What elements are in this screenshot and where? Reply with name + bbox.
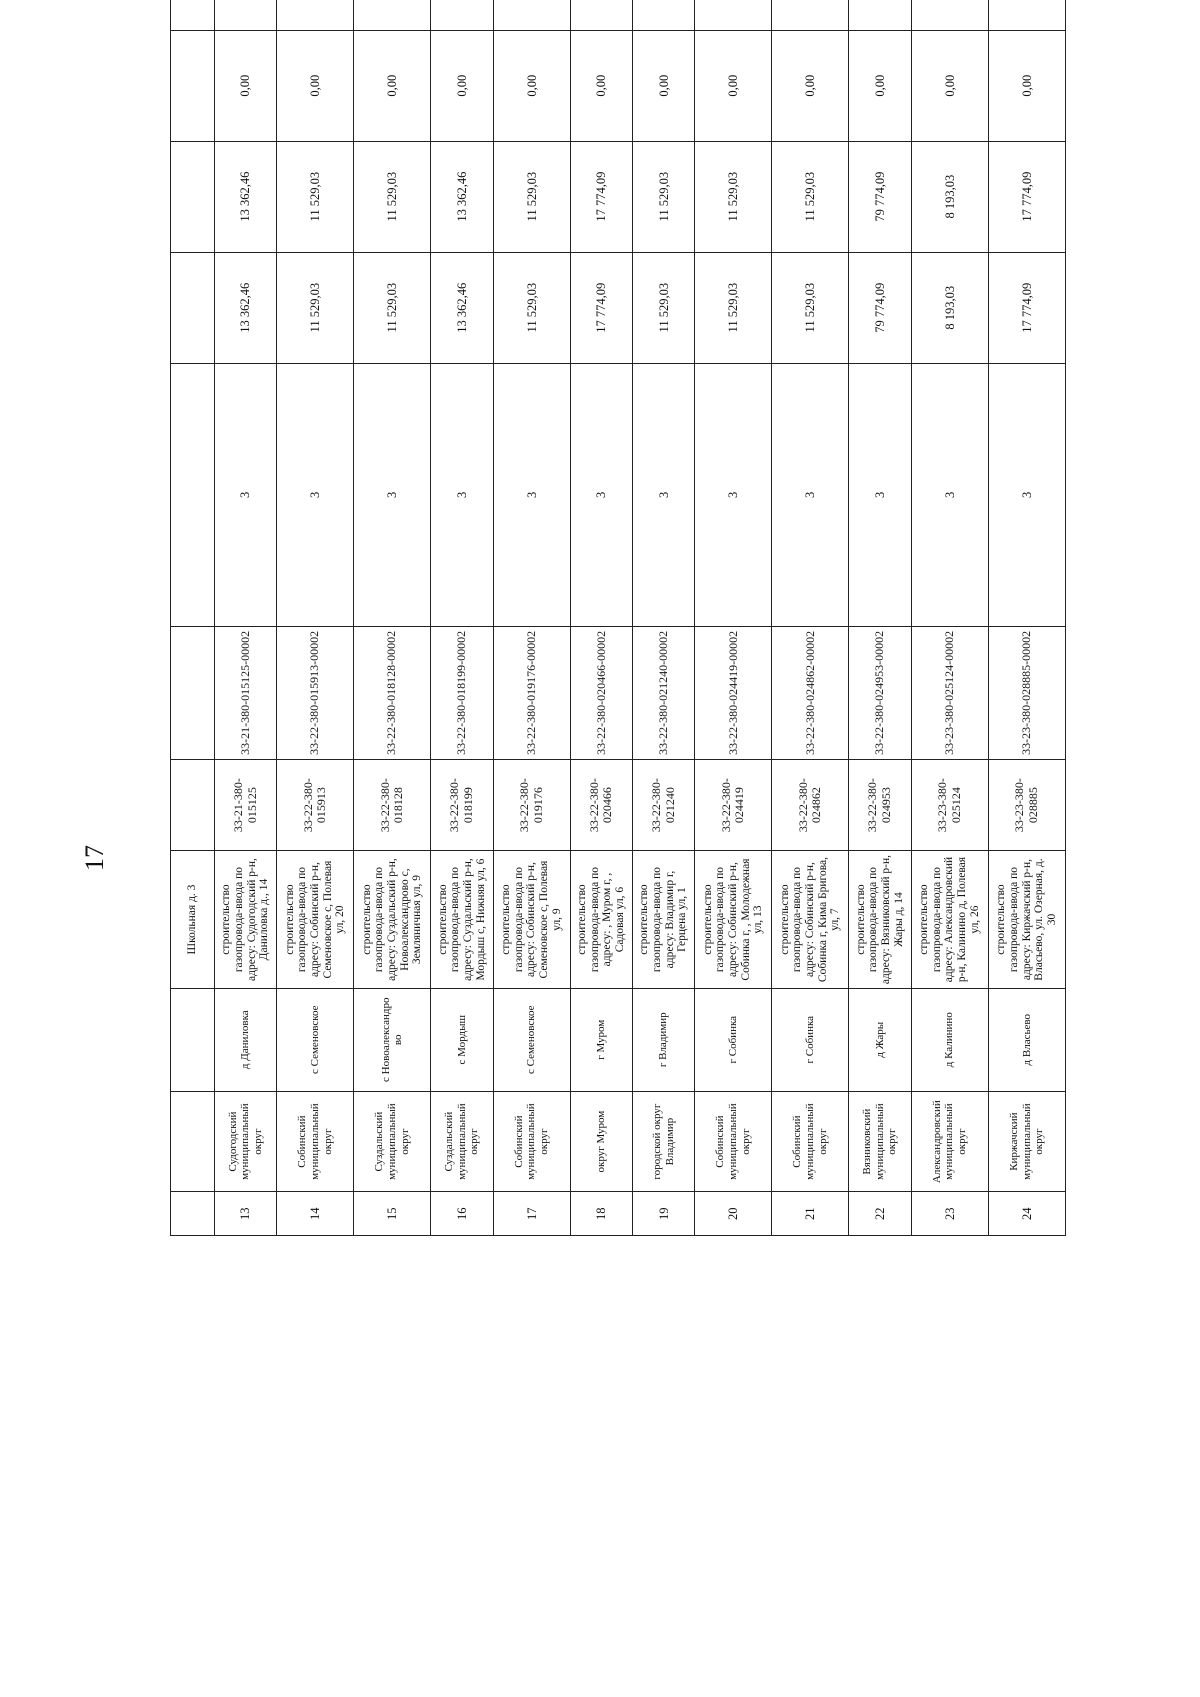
cell-amount-3: 0,00 — [215, 30, 277, 141]
cell-row-number: 14 — [277, 1192, 354, 1236]
cell-district: Александровский муниципальный округ — [911, 1091, 988, 1192]
cell-stage: 3 — [988, 363, 1065, 626]
cell-stage: 3 — [277, 363, 354, 626]
cell-stage: 3 — [772, 363, 849, 626]
cell-row-number: 21 — [772, 1192, 849, 1236]
cell-stage: 3 — [633, 363, 695, 626]
table-row-continuation — [171, 0, 215, 1236]
cell-amount-4 — [570, 0, 632, 30]
cell-object-id: 33-23-380-028885 — [988, 759, 1065, 851]
cell-object-id: 33-22-380-024862 — [772, 759, 849, 851]
cell-amount-total: 11 529,03 — [772, 252, 849, 363]
cell-amount-total: 13 362,46 — [431, 252, 493, 363]
table-row — [772, 0, 849, 1236]
cell-amount-3: 0,00 — [431, 30, 493, 141]
cell-amount-4 — [354, 0, 431, 30]
cell-address: строительство газопровода-ввода по адресу: Суздальский р-н, Новоалександрово с, Земляничная ул, 9 — [354, 851, 431, 988]
cell-locality: с Новоалександро во — [354, 988, 431, 1091]
cell-district: Собинский муниципальный округ — [695, 1091, 772, 1192]
cell-empty — [171, 759, 215, 851]
cell-amount-2: 17 774,09 — [988, 141, 1065, 252]
cell-amount-total: 8 193,03 — [911, 252, 988, 363]
cell-address-fragment: Школьная д. 3 — [171, 851, 215, 988]
cell-row-number: 22 — [849, 1192, 911, 1236]
cell-application-number: 33-22-380-024953-00002 — [849, 627, 911, 760]
cell-address: строительство газопровода-ввода по адресу: , Муром г, , Садовая ул, 6 — [570, 851, 632, 988]
cell-application-number: 33-23-380-025124-00002 — [911, 627, 988, 760]
cell-application-number: 33-22-380-019176-00002 — [493, 627, 570, 760]
cell-stage: 3 — [695, 363, 772, 626]
cell-locality: д Жары — [849, 988, 911, 1091]
page-number: 17 — [80, 845, 109, 871]
cell-stage: 3 — [354, 363, 431, 626]
cell-district: Судогодский муниципальный округ — [215, 1091, 277, 1192]
cell-address: строительство газопровода-ввода по адресу: Вязниковский р-н, Жары д, 14 — [849, 851, 911, 988]
cell-amount-3: 0,00 — [633, 30, 695, 141]
cell-amount-4 — [431, 0, 493, 30]
cell-district: Суздальский муниципальный округ — [431, 1091, 493, 1192]
cell-empty — [171, 141, 215, 252]
cell-row-number: 24 — [988, 1192, 1065, 1236]
cell-locality: г Собинка — [772, 988, 849, 1091]
cell-address: строительство газопровода-ввода по адресу: Собинский р-н, Семеновское с, Полевая ул, 9 — [493, 851, 570, 988]
cell-amount-total: 11 529,03 — [493, 252, 570, 363]
cell-district: Вязниковский муниципальный округ — [849, 1091, 911, 1192]
cell-district: Киржачский муниципальный округ — [988, 1091, 1065, 1192]
table-row — [988, 0, 1065, 1236]
cell-empty — [171, 1192, 215, 1236]
cell-amount-3: 0,00 — [988, 30, 1065, 141]
cell-amount-2: 13 362,46 — [215, 141, 277, 252]
cell-address: строительство газопровода-ввода по адресу: Киржачский р-н, Власьево, ул. Озерная, д. 30 — [988, 851, 1065, 988]
cell-application-number: 33-22-380-015913-00002 — [277, 627, 354, 760]
table-row — [695, 0, 772, 1236]
cell-locality: г Владимир — [633, 988, 695, 1091]
cell-locality: с Мордыш — [431, 988, 493, 1091]
cell-object-id: 33-22-380-019176 — [493, 759, 570, 851]
cell-row-number: 13 — [215, 1192, 277, 1236]
cell-address: строительство газопровода-ввода по адресу: Собинский р-н, Собинка г, Кима Бригова, ул, 7 — [772, 851, 849, 988]
cell-amount-4 — [695, 0, 772, 30]
cell-amount-3: 0,00 — [849, 30, 911, 141]
cell-stage: 3 — [570, 363, 632, 626]
cell-amount-4 — [493, 0, 570, 30]
cell-stage: 3 — [493, 363, 570, 626]
cell-amount-total: 11 529,03 — [277, 252, 354, 363]
cell-amount-2: 13 362,46 — [431, 141, 493, 252]
cell-empty — [171, 627, 215, 760]
cell-application-number: 33-22-380-021240-00002 — [633, 627, 695, 760]
table-row — [849, 0, 911, 1236]
cell-locality: с Семеновское — [277, 988, 354, 1091]
cell-amount-total: 79 774,09 — [849, 252, 911, 363]
cell-amount-total: 11 529,03 — [633, 252, 695, 363]
cell-row-number: 16 — [431, 1192, 493, 1236]
cell-address: строительство газопровода-ввода по адресу: Владимир г, Герцена ул, 1 — [633, 851, 695, 988]
cell-object-id: 33-22-380-024953 — [849, 759, 911, 851]
cell-object-id: 33-22-380-021240 — [633, 759, 695, 851]
cell-amount-3: 0,00 — [695, 30, 772, 141]
cell-amount-4 — [911, 0, 988, 30]
cell-empty — [171, 30, 215, 141]
cell-application-number: 33-22-380-020466-00002 — [570, 627, 632, 760]
cell-amount-2: 17 774,09 — [570, 141, 632, 252]
cell-district: Собинский муниципальный округ — [493, 1091, 570, 1192]
cell-empty — [171, 363, 215, 626]
cell-address: строительство газопровода-ввода по адресу: Суздальский р-н, Мордыш с, Нижняя ул, 6 — [431, 851, 493, 988]
cell-stage: 3 — [215, 363, 277, 626]
cell-empty — [171, 252, 215, 363]
cell-empty — [171, 988, 215, 1091]
cell-amount-2: 11 529,03 — [354, 141, 431, 252]
table-row — [493, 0, 570, 1236]
table-row — [911, 0, 988, 1236]
cell-locality: с Семеновское — [493, 988, 570, 1091]
cell-application-number: 33-23-380-028885-00002 — [988, 627, 1065, 760]
table-wrapper — [170, 0, 1066, 1236]
cell-application-number: 33-22-380-018199-00002 — [431, 627, 493, 760]
table-row — [570, 0, 632, 1236]
cell-amount-4 — [633, 0, 695, 30]
cell-row-number: 15 — [354, 1192, 431, 1236]
cell-amount-3: 0,00 — [493, 30, 570, 141]
cell-district: Собинский муниципальный округ — [277, 1091, 354, 1192]
data-table — [170, 0, 1066, 1236]
cell-amount-2: 8 193,03 — [911, 141, 988, 252]
cell-object-id: 33-22-380-018199 — [431, 759, 493, 851]
cell-stage: 3 — [431, 363, 493, 626]
cell-amount-3: 0,00 — [772, 30, 849, 141]
cell-amount-2: 11 529,03 — [695, 141, 772, 252]
cell-amount-3: 0,00 — [570, 30, 632, 141]
cell-locality: д Даниловка — [215, 988, 277, 1091]
cell-application-number: 33-21-380-015125-00002 — [215, 627, 277, 760]
cell-row-number: 20 — [695, 1192, 772, 1236]
cell-object-id: 33-23-380-025124 — [911, 759, 988, 851]
cell-row-number: 23 — [911, 1192, 988, 1236]
cell-district: городской округ Владимир — [633, 1091, 695, 1192]
cell-amount-3: 0,00 — [277, 30, 354, 141]
table-row — [431, 0, 493, 1236]
cell-amount-2: 11 529,03 — [277, 141, 354, 252]
cell-amount-2: 79 774,09 — [849, 141, 911, 252]
cell-object-id: 33-22-380-018128 — [354, 759, 431, 851]
cell-amount-4 — [215, 0, 277, 30]
cell-amount-2: 11 529,03 — [493, 141, 570, 252]
cell-object-id: 33-22-380-015913 — [277, 759, 354, 851]
cell-amount-total: 13 362,46 — [215, 252, 277, 363]
cell-amount-4 — [988, 0, 1065, 30]
cell-amount-total: 11 529,03 — [695, 252, 772, 363]
cell-locality: г Собинка — [695, 988, 772, 1091]
cell-amount-4 — [849, 0, 911, 30]
cell-application-number: 33-22-380-024419-00002 — [695, 627, 772, 760]
cell-amount-3: 0,00 — [911, 30, 988, 141]
cell-object-id: 33-22-380-020466 — [570, 759, 632, 851]
cell-amount-total: 11 529,03 — [354, 252, 431, 363]
cell-district: Суздальский муниципальный округ — [354, 1091, 431, 1192]
cell-locality: г Муром — [570, 988, 632, 1091]
cell-row-number: 17 — [493, 1192, 570, 1236]
cell-stage: 3 — [911, 363, 988, 626]
cell-application-number: 33-22-380-018128-00002 — [354, 627, 431, 760]
table-row — [633, 0, 695, 1236]
cell-locality: д Калинино — [911, 988, 988, 1091]
cell-empty — [171, 0, 215, 30]
cell-locality: д Власьево — [988, 988, 1065, 1091]
cell-stage: 3 — [849, 363, 911, 626]
cell-application-number: 33-22-380-024862-00002 — [772, 627, 849, 760]
cell-district: Собинский муниципальный округ — [772, 1091, 849, 1192]
cell-amount-total: 17 774,09 — [988, 252, 1065, 363]
cell-amount-3: 0,00 — [354, 30, 431, 141]
cell-address: строительство газопровода-ввода по адресу: Собинский р-н, Семеновское с, Полевая ул, 20 — [277, 851, 354, 988]
cell-amount-2: 11 529,03 — [772, 141, 849, 252]
cell-amount-4 — [772, 0, 849, 30]
cell-object-id: 33-21-380-015125 — [215, 759, 277, 851]
cell-amount-2: 11 529,03 — [633, 141, 695, 252]
cell-address: строительство газопровода-ввода по адресу: Судогодский р-н, Даниловка д., 14 — [215, 851, 277, 988]
cell-address: строительство газопровода-ввода по адресу: Собинский р-н, Собинка г, , Молодежная ул, 13 — [695, 851, 772, 988]
cell-amount-total: 17 774,09 — [570, 252, 632, 363]
table-row — [215, 0, 277, 1236]
cell-amount-4 — [277, 0, 354, 30]
table-row — [277, 0, 354, 1236]
cell-address: строительство газопровода-ввода по адресу: Александровский р-н, Калинино д, Полевая ул, 26 — [911, 851, 988, 988]
cell-row-number: 18 — [570, 1192, 632, 1236]
cell-row-number: 19 — [633, 1192, 695, 1236]
cell-district: округ Муром — [570, 1091, 632, 1192]
table-row — [354, 0, 431, 1236]
cell-empty — [171, 1091, 215, 1192]
cell-object-id: 33-22-380-024419 — [695, 759, 772, 851]
